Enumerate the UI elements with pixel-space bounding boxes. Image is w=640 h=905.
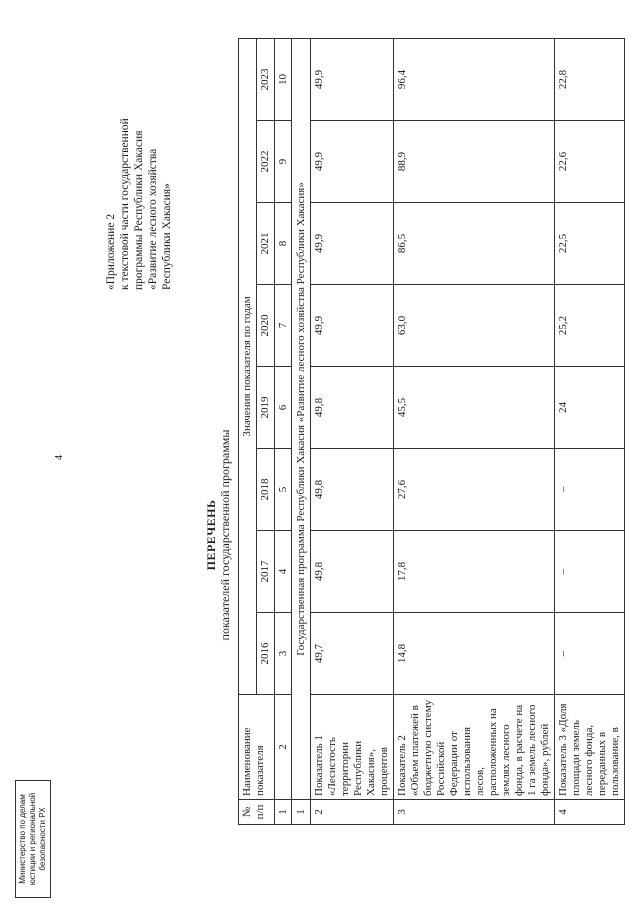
indicator-name: Показатель 3 «Доля площади земель лесного фонда, переданных в пользование, в: [555, 695, 625, 800]
appendix-line: к текстовой части государственной: [119, 118, 131, 290]
row-number: 4: [555, 800, 625, 825]
document-title: [204, 315, 232, 755]
column-number: 1: [275, 800, 292, 825]
indicator-value: 22,8: [555, 38, 625, 120]
table-row: [555, 38, 625, 824]
title-subtitle: показателей государственной программы: [218, 429, 232, 641]
indicator-value: 88,9: [394, 121, 555, 203]
appendix-line: программы Республики Хакасия: [133, 130, 145, 290]
indicator-value: 49,7: [311, 613, 394, 695]
appendix-line: Республики Хакасия»: [161, 183, 173, 290]
column-number: 4: [275, 531, 292, 613]
indicator-value: –: [555, 613, 625, 695]
column-number: 7: [275, 285, 292, 367]
column-number: 10: [275, 38, 292, 120]
column-number: 3: [275, 613, 292, 695]
column-number-row: [275, 38, 292, 824]
program-row-text: Государственная программа Республики Хакасия «Развитие лесного хозяйства Республики Хакасия»: [292, 38, 311, 799]
indicator-value: 49,9: [311, 121, 394, 203]
column-number: 9: [275, 121, 292, 203]
header-number: № п/п: [239, 800, 275, 825]
indicator-value: 14,8: [394, 613, 555, 695]
indicator-value: 22,6: [555, 121, 625, 203]
program-row-number: 1: [292, 800, 311, 825]
indicator-value: 45,5: [394, 367, 555, 449]
column-number: 2: [275, 695, 292, 800]
header-year: 2017: [257, 531, 275, 613]
row-number: 3: [394, 800, 555, 825]
stamp-line: юстиции и региональной: [28, 792, 37, 886]
page-number: 4: [54, 455, 65, 460]
stamp-line: Министерство по делам: [18, 794, 27, 884]
program-row: [292, 38, 311, 824]
indicator-value: –: [555, 449, 625, 531]
indicator-name: Показатель 1 «Лесистость территории Республики Хакасия», процентов: [311, 695, 394, 800]
registration-stamp: [15, 780, 51, 898]
header-year: 2016: [257, 613, 275, 695]
table-row: [394, 38, 555, 824]
indicator-value: 63,0: [394, 285, 555, 367]
column-number: 5: [275, 449, 292, 531]
column-number: 8: [275, 203, 292, 285]
header-year: 2018: [257, 449, 275, 531]
indicator-value: 27,6: [394, 449, 555, 531]
indicator-name: Показатель 2 «Объем платежей в бюджетную систему Российской Федерации от использования лесов, расположенных на землях лесного фонда, в расчете на 1 га земель лесного фонда», рублей: [394, 695, 555, 800]
header-year: 2020: [257, 285, 275, 367]
indicator-value: 22,5: [555, 203, 625, 285]
appendix-header: [104, 118, 174, 290]
header-year: 2021: [257, 203, 275, 285]
indicator-value: 49,9: [311, 38, 394, 120]
indicator-value: 49,8: [311, 367, 394, 449]
appendix-line: «Развитие лесного хозяйства: [147, 148, 159, 290]
appendix-line: «Приложение 2: [105, 213, 117, 290]
table-row: [311, 38, 394, 824]
indicator-value: 49,9: [311, 285, 394, 367]
column-number: 6: [275, 367, 292, 449]
indicator-value: 96,4: [394, 38, 555, 120]
indicator-value: –: [555, 531, 625, 613]
indicator-value: 49,9: [311, 203, 394, 285]
indicator-value: 49,8: [311, 449, 394, 531]
row-number: 2: [311, 800, 394, 825]
indicators-table: [238, 38, 625, 825]
header-year: 2022: [257, 121, 275, 203]
title-main: ПЕРЕЧЕНЬ: [204, 499, 218, 571]
indicator-value: 25,2: [555, 285, 625, 367]
header-year: 2023: [257, 38, 275, 120]
header-values-group: Значения показателя по годам: [239, 38, 257, 694]
header-year: 2019: [257, 367, 275, 449]
header-name: Наименование показателя: [239, 695, 275, 800]
indicator-value: 49,8: [311, 531, 394, 613]
indicator-value: 86,5: [394, 203, 555, 285]
indicator-value: 24: [555, 367, 625, 449]
indicator-value: 17,8: [394, 531, 555, 613]
stamp-line: безопасности РХ: [38, 807, 47, 871]
header-row: [239, 38, 257, 824]
